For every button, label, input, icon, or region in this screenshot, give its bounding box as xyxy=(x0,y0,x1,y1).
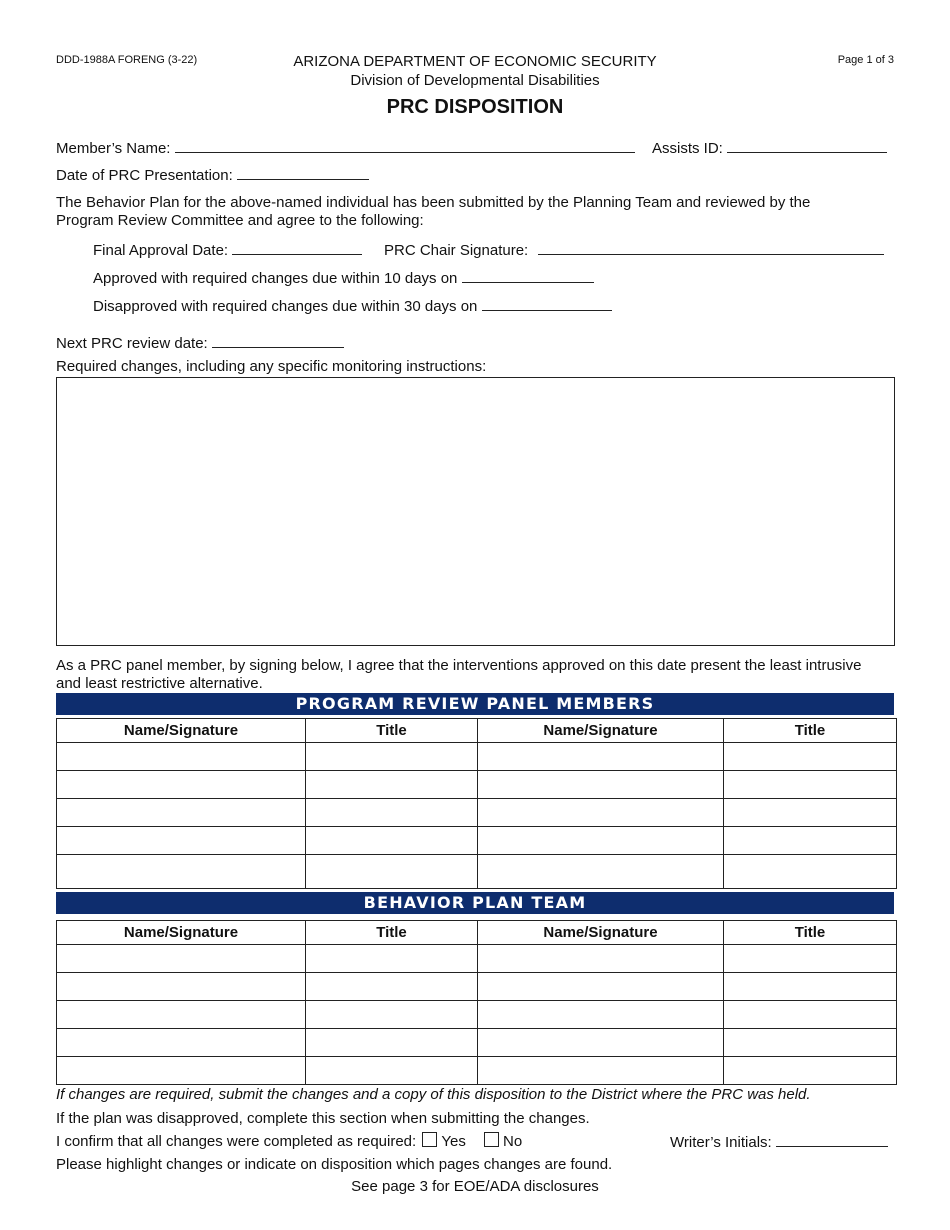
behavior-plan-team-table xyxy=(56,920,897,1085)
title-cell[interactable] xyxy=(724,771,897,799)
prc-presentation-label: Date of PRC Presentation: xyxy=(56,167,233,184)
column-header: Title xyxy=(306,719,478,743)
title-cell[interactable] xyxy=(306,771,478,799)
writer-initials-label: Writer’s Initials: xyxy=(670,1134,772,1151)
title-cell[interactable] xyxy=(306,1001,478,1029)
table-row xyxy=(57,827,897,855)
title-cell[interactable] xyxy=(724,799,897,827)
prc-presentation-input[interactable] xyxy=(237,165,369,180)
next-review-label: Next PRC review date: xyxy=(56,335,208,352)
table-row xyxy=(57,973,897,1001)
column-header: Name/Signature xyxy=(57,719,306,743)
name-signature-cell[interactable] xyxy=(57,855,306,889)
no-label: No xyxy=(503,1133,523,1150)
approved-field xyxy=(93,268,594,287)
column-header: Title xyxy=(306,921,478,945)
name-signature-cell[interactable] xyxy=(478,1057,724,1085)
title-cell[interactable] xyxy=(306,743,478,771)
assists-id-input[interactable] xyxy=(727,138,887,153)
title-cell[interactable] xyxy=(306,799,478,827)
table-header-row xyxy=(57,719,897,743)
page-number: Page 1 of 3 xyxy=(837,54,894,66)
name-signature-cell[interactable] xyxy=(478,827,724,855)
column-header: Name/Signature xyxy=(478,921,724,945)
disapproved-field xyxy=(93,296,612,315)
name-signature-cell[interactable] xyxy=(57,1029,306,1057)
title-cell[interactable] xyxy=(724,1057,897,1085)
table-row xyxy=(57,945,897,973)
writer-initials-input[interactable] xyxy=(776,1132,888,1147)
title-cell[interactable] xyxy=(306,1029,478,1057)
name-signature-cell[interactable] xyxy=(57,945,306,973)
name-signature-cell[interactable] xyxy=(57,799,306,827)
final-approval-field xyxy=(93,240,362,259)
column-header: Name/Signature xyxy=(478,719,724,743)
panel-members-table xyxy=(56,718,897,889)
required-changes-label: Required changes, including any specific monitoring instructions: xyxy=(56,358,487,375)
prc-chair-field xyxy=(384,240,884,259)
title-cell[interactable] xyxy=(724,1001,897,1029)
name-signature-cell[interactable] xyxy=(57,1057,306,1085)
assists-id-field xyxy=(652,138,887,157)
agreement-line-2: and least restrictive alternative. xyxy=(56,675,263,692)
division-name: Division of Developmental Disabilities xyxy=(350,72,600,89)
page-title: PRC DISPOSITION xyxy=(386,96,564,118)
member-name-field xyxy=(56,138,635,157)
agency-name: ARIZONA DEPARTMENT OF ECONOMIC SECURITY xyxy=(293,53,657,70)
title-cell[interactable] xyxy=(306,973,478,1001)
intro-line-2: Program Review Committee and agree to the following: xyxy=(56,212,424,229)
writer-initials-field xyxy=(670,1132,888,1151)
approved-label: Approved with required changes due within 10 days on xyxy=(93,270,458,287)
title-cell[interactable] xyxy=(306,855,478,889)
table-row xyxy=(57,1029,897,1057)
name-signature-cell[interactable] xyxy=(478,799,724,827)
title-cell[interactable] xyxy=(724,743,897,771)
intro-line-1: The Behavior Plan for the above-named individual has been submitted by the Planning Team and reviewed by the xyxy=(56,194,811,211)
assists-id-label: Assists ID: xyxy=(652,140,723,157)
column-header: Name/Signature xyxy=(57,921,306,945)
prc-chair-signature-input[interactable] xyxy=(538,240,884,255)
table-row xyxy=(57,1001,897,1029)
confirm-changes-field xyxy=(56,1132,522,1150)
title-cell[interactable] xyxy=(306,1057,478,1085)
form-code: DDD-1988A FORENG (3-22) xyxy=(56,54,198,66)
table-row xyxy=(57,743,897,771)
approved-date-input[interactable] xyxy=(462,268,594,283)
final-approval-input[interactable] xyxy=(232,240,362,255)
title-cell[interactable] xyxy=(724,973,897,1001)
table-row xyxy=(57,855,897,889)
behavior-plan-team-heading: BEHAVIOR PLAN TEAM xyxy=(56,892,894,914)
required-changes-textarea[interactable] xyxy=(56,377,895,646)
no-checkbox[interactable] xyxy=(484,1132,499,1147)
name-signature-cell[interactable] xyxy=(57,1001,306,1029)
table-row xyxy=(57,799,897,827)
disapproved-date-input[interactable] xyxy=(482,296,612,311)
name-signature-cell[interactable] xyxy=(57,743,306,771)
next-review-field xyxy=(56,333,344,352)
title-cell[interactable] xyxy=(306,945,478,973)
column-header: Title xyxy=(724,719,897,743)
name-signature-cell[interactable] xyxy=(478,1001,724,1029)
name-signature-cell[interactable] xyxy=(57,973,306,1001)
name-signature-cell[interactable] xyxy=(478,855,724,889)
submission-instruction: If changes are required, submit the changes and a copy of this disposition to the District where the PRC was held. xyxy=(56,1086,811,1103)
member-name-input[interactable] xyxy=(175,138,635,153)
prc-presentation-field xyxy=(56,165,369,184)
table-header-row xyxy=(57,921,897,945)
name-signature-cell[interactable] xyxy=(478,771,724,799)
title-cell[interactable] xyxy=(724,1029,897,1057)
title-cell[interactable] xyxy=(724,827,897,855)
name-signature-cell[interactable] xyxy=(478,743,724,771)
column-header: Title xyxy=(724,921,897,945)
yes-checkbox[interactable] xyxy=(422,1132,437,1147)
table-row xyxy=(57,1057,897,1085)
prc-chair-label: PRC Chair Signature: xyxy=(384,242,529,259)
table-row xyxy=(57,771,897,799)
title-cell[interactable] xyxy=(724,855,897,889)
highlight-note: Please highlight changes or indicate on disposition which pages changes are found. xyxy=(56,1156,613,1173)
yes-label: Yes xyxy=(441,1133,466,1150)
name-signature-cell[interactable] xyxy=(57,827,306,855)
title-cell[interactable] xyxy=(306,827,478,855)
name-signature-cell[interactable] xyxy=(478,1029,724,1057)
title-cell[interactable] xyxy=(724,945,897,973)
next-review-input[interactable] xyxy=(212,333,344,348)
disapproved-note: If the plan was disapproved, complete this section when submitting the changes. xyxy=(56,1110,590,1127)
final-approval-label: Final Approval Date: xyxy=(93,242,229,259)
name-signature-cell[interactable] xyxy=(478,945,724,973)
disapproved-label: Disapproved with required changes due within 30 days on xyxy=(93,298,478,315)
member-name-label: Member’s Name: xyxy=(56,140,171,157)
agreement-line-1: As a PRC panel member, by signing below, I agree that the interventions approved on this date present the least intrusive xyxy=(56,657,862,674)
name-signature-cell[interactable] xyxy=(57,771,306,799)
confirm-label: I confirm that all changes were completed as required: xyxy=(56,1133,417,1150)
panel-members-heading: PROGRAM REVIEW PANEL MEMBERS xyxy=(56,693,894,715)
name-signature-cell[interactable] xyxy=(478,973,724,1001)
disclosure-note: See page 3 for EOE/ADA disclosures xyxy=(351,1178,599,1195)
